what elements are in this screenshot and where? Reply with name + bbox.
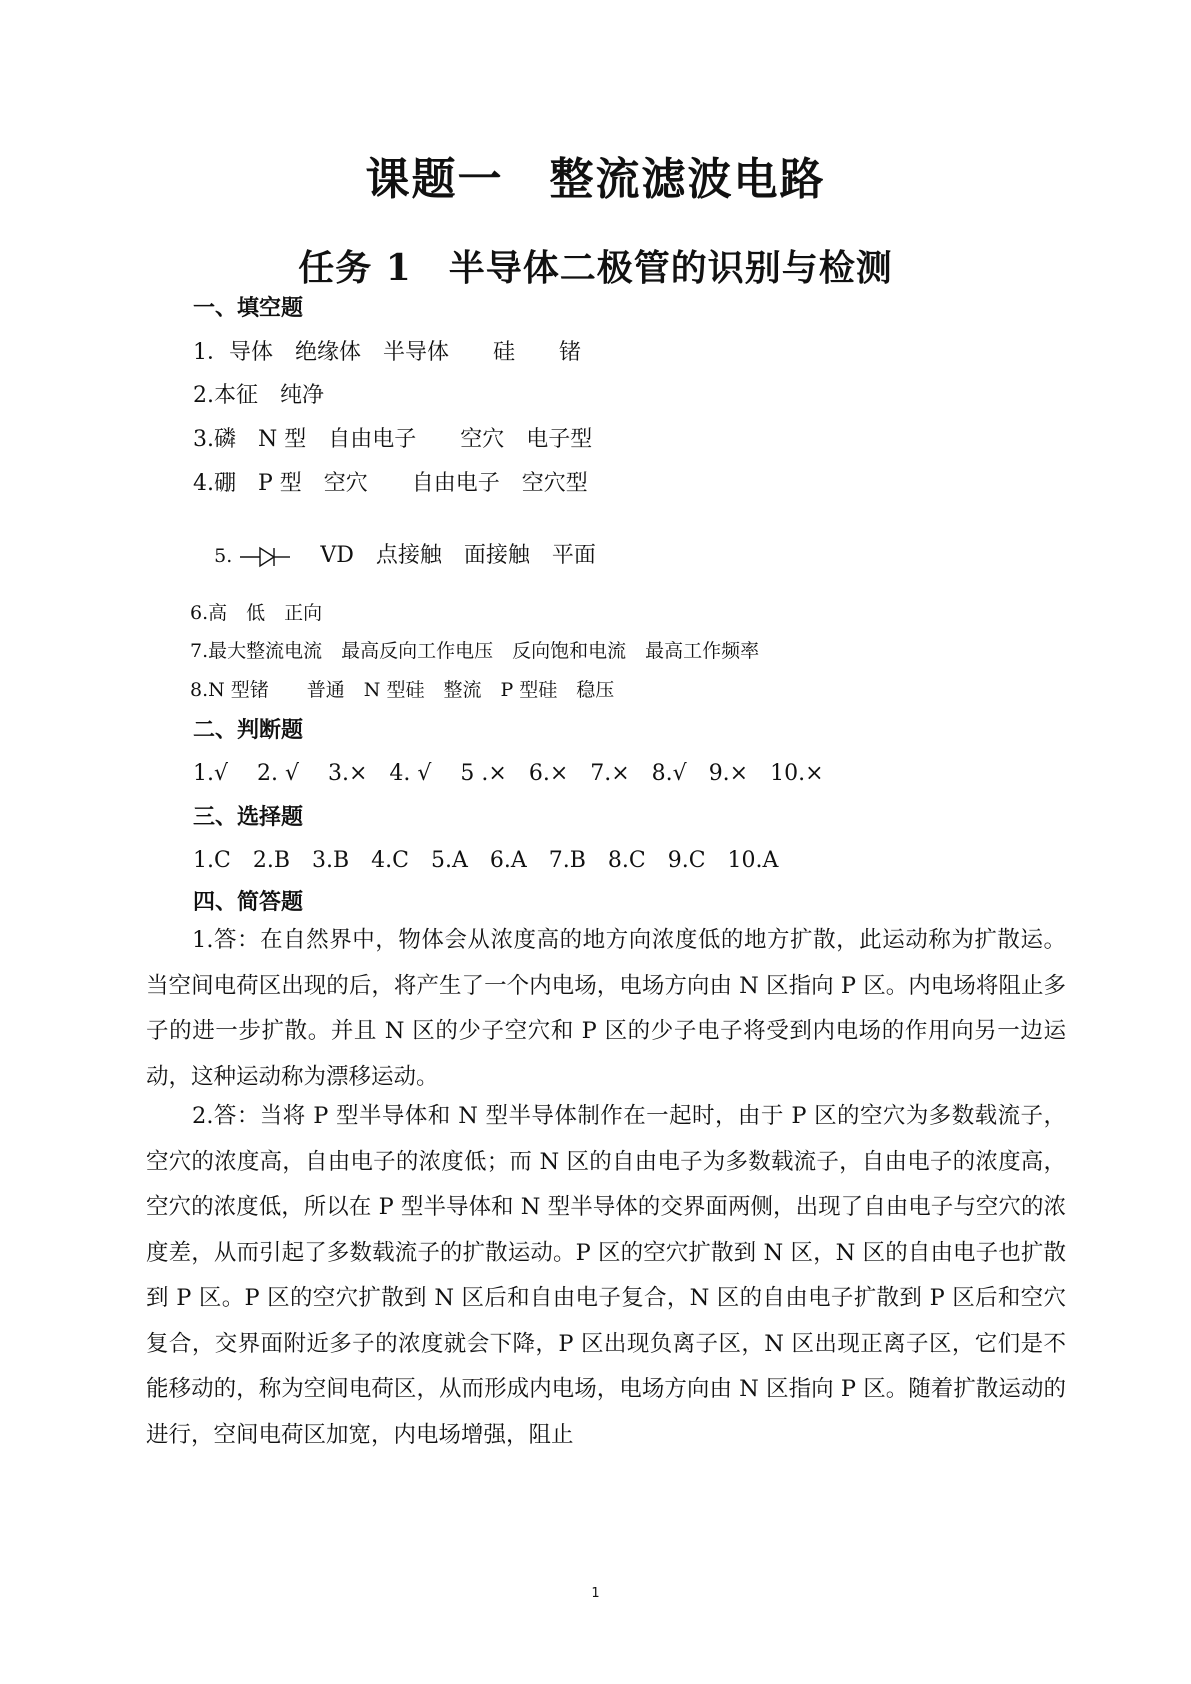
fill-item-3: 3.磷 N 型 自由电子 空穴 电子型 bbox=[193, 427, 593, 452]
fill-item-8: 8.N 型锗 普通 N 型硅 整流 P 型硅 稳压 bbox=[190, 679, 615, 701]
judgement-heading: 二、判断题 bbox=[193, 718, 304, 743]
short-answer-heading: 四、简答题 bbox=[193, 890, 304, 915]
fill-item-5-text: VD 点接触 面接触 平面 bbox=[320, 543, 596, 568]
choice-heading: 三、选择题 bbox=[193, 805, 304, 830]
chapter-title: 课题一 整流滤波电路 bbox=[365, 154, 826, 205]
fill-item-5 bbox=[190, 516, 596, 591]
choice-answers: 1.C 2.B 3.B 4.C 5.A 6.A 7.B 8.C 9.C 10.A bbox=[193, 848, 779, 873]
fill-item-1: 1．导体 绝缘体 半导体 硅 锗 bbox=[193, 340, 581, 365]
fill-item-4: 4.硼 P 型 空穴 自由电子 空穴型 bbox=[193, 471, 588, 496]
task-title: 任务 1 半导体二极管的识别与检测 bbox=[298, 247, 893, 289]
fill-blank-heading: 一、填空题 bbox=[193, 296, 304, 321]
judgement-answers: 1.√ 2. √ 3.× 4. √ 5 .× 6.× 7.× 8.√ 9.× 10.× bbox=[193, 761, 824, 786]
diode-symbol-icon bbox=[240, 545, 294, 569]
fill-item-7: 7.最大整流电流 最高反向工作电压 反向饱和电流 最高工作频率 bbox=[190, 640, 760, 662]
fill-item-2: 2.本征 纯净 bbox=[193, 383, 324, 408]
short-answer-2: 2.答：当将 P 型半导体和 N 型半导体制作在一起时，由于 P 区的空穴为多数载流子，空穴的浓度高，自由电子的浓度低；而 N 区的自由电子为多数载流子，自由电子的浓度高，空穴的浓度低，所以在 P 型半导体和 N 型半导体的交界面两侧，出现了自由电子与空穴的浓度差，从而引起了多数载流子的扩散运动。P 区的空穴扩散到 N 区，N 区的自由电子也扩散到 P 区。P 区的空穴扩散到 N 区后和自由电子复合，N 区的自由电子扩散到 P 区后和空穴复合，交界面附近多子的浓度就会下降，P 区出现负离子区，N 区出现正离子区，它们是不能移动的，称为空间电荷区，从而形成内电场，电场方向由 N 区指向 P 区。随着扩散运动的进行，空间电荷区加宽，内电场增强，阻止 bbox=[146, 1103, 1066, 1448]
fill-item-5-prefix: 5. bbox=[214, 545, 233, 567]
short-answer-1: 1.答：在自然界中，物体会从浓度高的地方向浓度低的地方扩散，此运动称为扩散运。当空间电荷区出现的后，将产生了一个内电场，电场方向由 N 区指向 P 区。内电场将阻止多子的进一步扩散。并且 N 区的少子空穴和 P 区的少子电子将受到内电场的作用向另一边运动，这种运动称为漂移运动。 bbox=[146, 927, 1066, 1090]
page-number: 1 bbox=[591, 1586, 600, 1601]
fill-item-6: 6.高 低 正向 bbox=[190, 602, 323, 624]
